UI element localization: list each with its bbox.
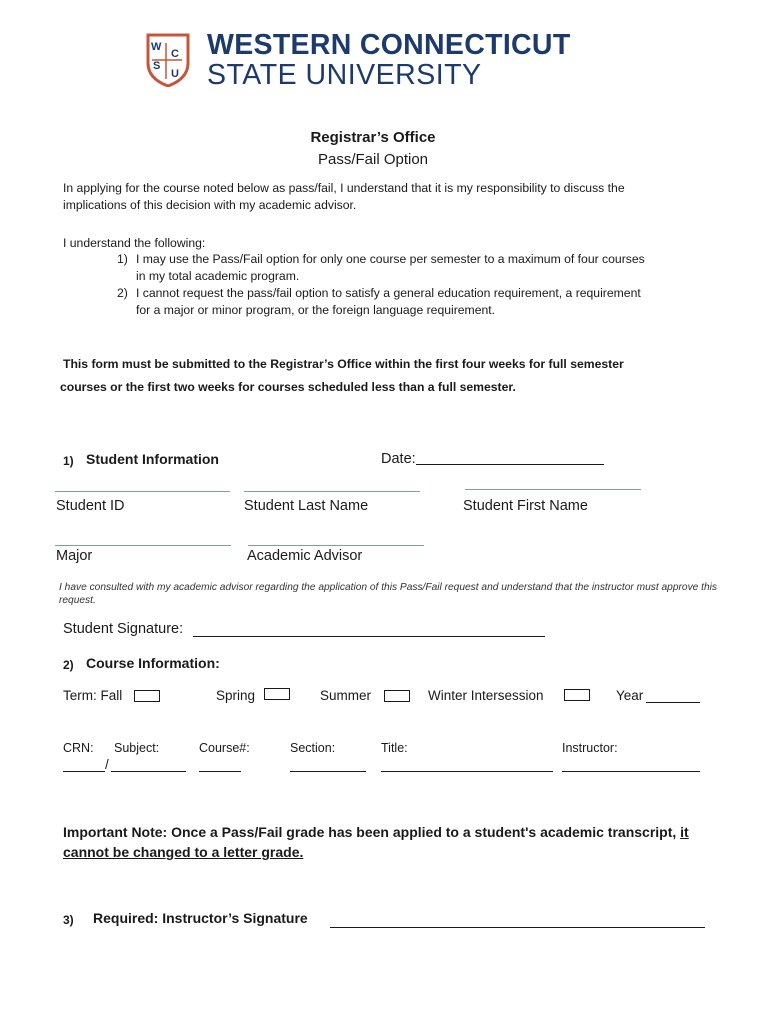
section2-title: Course Information:: [86, 655, 220, 671]
student-last-name-field[interactable]: [244, 491, 420, 492]
subject-field[interactable]: [111, 771, 186, 772]
deadline-line-2: courses or the first two weeks for courses scheduled less than a full semester.: [60, 380, 516, 394]
student-first-name-field[interactable]: [465, 489, 641, 490]
student-signature-label: Student Signature:: [63, 621, 184, 637]
logo-letter-u: U: [171, 68, 179, 80]
list-item-number: 1): [117, 252, 128, 266]
logo-wordmark-line1: WESTERN CONNECTICUT: [207, 29, 571, 61]
student-last-name-label: Student Last Name: [244, 498, 369, 514]
major-field[interactable]: [55, 545, 231, 546]
instructor-label: Instructor:: [562, 741, 618, 755]
intro-paragraph: In applying for the course noted below as pass/fail, I understand that it is my responsibility to discuss the implications of this decision with my academic advisor.: [63, 181, 625, 212]
important-note-underlined: it cannot be changed to a letter grade.: [63, 824, 689, 860]
student-id-label: Student ID: [56, 498, 125, 514]
term-fall-checkbox[interactable]: [134, 690, 160, 702]
section3-number: 3): [63, 913, 74, 927]
office-heading: Registrar’s Office: [310, 129, 436, 146]
crn-label: CRN:: [63, 741, 94, 755]
term-winter-label: Winter Intersession: [428, 688, 544, 703]
title-field[interactable]: [381, 771, 553, 772]
section-label: Section:: [290, 741, 336, 755]
course-number-label: Course#:: [199, 741, 250, 755]
crn-subject-slash: /: [105, 757, 109, 772]
term-year-label: Year: [616, 688, 644, 703]
term-summer-label: Summer: [320, 688, 372, 703]
form-title: Pass/Fail Option: [317, 151, 429, 168]
instructor-signature-field[interactable]: [330, 927, 705, 928]
list-item: [117, 251, 657, 285]
instructor-field[interactable]: [562, 771, 700, 772]
student-id-field[interactable]: [55, 491, 230, 492]
deadline-line-1: This form must be submitted to the Registrar’s Office within the first four weeks for full semester: [63, 357, 624, 371]
term-fall-label: Term: Fall: [63, 688, 123, 703]
term-summer-checkbox[interactable]: [384, 690, 410, 702]
date-label: Date:: [381, 451, 416, 467]
list-item-number: 2): [117, 286, 128, 300]
section1-number: 1): [63, 454, 74, 468]
university-logo-shield: [146, 33, 190, 87]
section-field[interactable]: [290, 771, 366, 772]
student-signature-field[interactable]: [193, 636, 545, 637]
logo-letter-w: W: [151, 41, 162, 53]
section3-title: Required: Instructor’s Signature: [93, 910, 308, 926]
important-note-lead: Important Note: Once a Pass/Fail grade has been applied to a student's academic transcript,: [63, 824, 681, 840]
logo-letter-s: S: [153, 60, 161, 72]
term-year-field[interactable]: [646, 702, 700, 703]
logo-letter-c: C: [171, 48, 179, 60]
understand-lead: I understand the following:: [63, 236, 206, 250]
section1-title: Student Information: [86, 451, 219, 467]
important-note: [63, 822, 703, 862]
list-item-text: I may use the Pass/Fail option for only one course per semester to a maximum of four courses in my total academic program.: [136, 252, 645, 283]
title-label: Title:: [381, 741, 408, 755]
term-spring-label: Spring: [216, 688, 256, 703]
academic-advisor-label: Academic Advisor: [247, 548, 363, 564]
section2-number: 2): [63, 658, 74, 672]
student-first-name-label: Student First Name: [463, 498, 588, 514]
academic-advisor-field[interactable]: [248, 545, 424, 546]
crn-field[interactable]: [63, 771, 105, 772]
term-spring-checkbox[interactable]: [264, 688, 290, 700]
list-item: [117, 285, 657, 335]
advisor-consult-note: I have consulted with my academic advisor regarding the application of this Pass/Fail request and understand that the instructor must approve this request.: [59, 582, 718, 606]
date-field[interactable]: [416, 464, 604, 465]
major-label: Major: [56, 548, 93, 564]
course-number-field[interactable]: [199, 771, 241, 772]
list-item-text: I cannot request the pass/fail option to satisfy a general education requirement, a requirement for a major or minor program, or the foreign language requirement.: [136, 286, 641, 317]
term-winter-checkbox[interactable]: [564, 689, 590, 701]
subject-label: Subject:: [114, 741, 160, 755]
logo-wordmark-line2: STATE UNIVERSITY: [207, 59, 482, 91]
